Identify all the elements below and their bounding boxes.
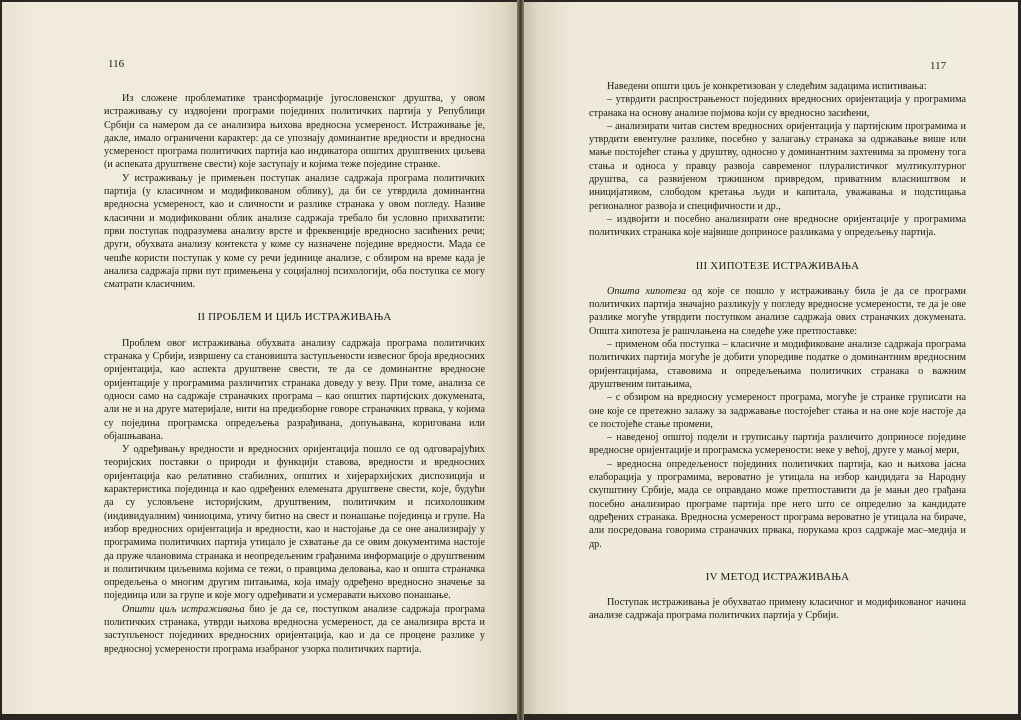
book-gutter	[517, 0, 524, 720]
list-item: – применом оба поступка – класичне и модификоване анализе садржаја програма политичких партија могуће је добити упоредиве податке о доминантним вредносним оријентацијама, ставовима и опредељењима политичких странака о важним друштвеним питањима,	[589, 339, 966, 390]
right-text-column	[589, 80, 966, 623]
paragraph-hypothesis	[589, 285, 966, 338]
paragraph-goal	[104, 603, 485, 656]
section-heading-method: IV МЕТОД ИСТРАЖИВАЊА	[705, 570, 850, 583]
paragraph: У истраживању је примењен поступак анализе садржаја програма политичких партија (у класичном и модификованом облику), да би се утврдила доминантна вредносна усмереност, као и сличности и разлике странака у овом погледу. Називе класични и модификовани облик анализе садржаја требало би условно прихватити: први поступак подразумева анализу врсте и фреквенције вредносно засићених речи; други, обухвата анализу контекста у коме су назначене поједине вредности. Мада се чешће користи поступак у коме су речи јединице анализе, с обзиром на време када је анализа садржаја први пут примењена у социјалној психологији, оба поступка се могу сматрати класичним.	[104, 172, 485, 291]
hypothesis-text: од које се пошло у истраживању била је да се програми политичких партија значајно разликују у погледу вредносне усмерености, те да је ове разлике могуће утврдити поступком анализе садржаја ових страначких докумената. Општа хипотеза је рашчлањена на следеће уже претпоставке:	[589, 285, 966, 337]
list-item: – с обзиром на вредносну усмереност програма, могуће је странке груписати на оне које се претежно залажу за задржавање постојећег стања и на оне које настоје да се постојеће стање промени,	[589, 392, 966, 430]
hypothesis-lead: Општа хипотеза	[607, 285, 687, 297]
goal-lead: Општи циљ истраживања	[122, 603, 245, 615]
list-item: – анализирати читав систем вредносних оријентација у партијским програмима и утврдити евентулне разлике, посебно у залагању странака за одржавање више или мање постојећег стања у друштву, односно у доминантним захтевима за промену тога стања и односа у правцу развоја савременог плуралистичког мултикултурног друштва, са развијеном тржишном привредом, приватним власништвом и иницијативом, слободом кретања људи и капитала, уважавања и подстицања регионалног развоја и специфичности и др.,	[589, 120, 966, 212]
page-number-right: 117	[930, 60, 947, 72]
page-number-left: 116	[108, 58, 125, 70]
left-text-column	[104, 92, 485, 656]
list-item: – наведеној општој подели и груписању партија различито доприносе поједине вредносне оријентације и програмска усмерености: неке у већој, друге у мањој мери,	[589, 432, 966, 457]
goal-text: био је да се, поступком анализе садржаја програма политичких странака, утврди њихова вредносна усмереност, да се анализира врста и заступљеност појединих вредносних оријентација, као и да се процене разлике у вредносној усмерености програма изабраног узорка политичких партија.	[104, 603, 485, 655]
section-heading-problem: II ПРОБЛЕМ И ЦИЉ ИСТРАЖИВАЊА	[197, 311, 392, 324]
paragraph: Из сложене проблематике трансформације југословенског друштва, у овом истраживању су издвојени програми појединих политичких партија у Републици Србији са намером да се анализира њихова вредносна усмереност. Истраживање је, дакле, имало ограничени карактер: да се упознају доминантне вредности и вредносна усмереност програма политичких партија као индикатора општих друштвених циљева (и аспеката друштвене свести) које заступају и којима теже поједине странке.	[104, 93, 485, 171]
list-item: – издвојити и посебно анализирати оне вредносне оријентације у програмима политичких странака које највише доприносе разликама у опредељењу партија.	[589, 213, 966, 239]
left-page	[2, 2, 517, 714]
list-item: – утврдити распрострањеност појединих вредносних оријентација у програмима странака на основу анализе појмова који су вредносно засићени,	[589, 94, 966, 119]
paragraph-intro: Наведени општи циљ је конкретизован у следећим задацима испитивања:	[607, 81, 927, 92]
paragraph-method: Поступак истраживања је обухватао примену класичног и модификованог начина анализе садржаја програма политичких партија у Србији.	[589, 597, 966, 622]
section-heading-hypotheses: III ХИПОТЕЗЕ ИСТРАЖИВАЊА	[695, 259, 860, 272]
list-item: – вредносна опредељеност појединих политичких партија, као и њихова јасна елаборација у програмима, вероватно је утицала на избор кандидата за Народну скупштину Србије, мада се оправдано може претпоставити да је мањи део грађана посебно анализирао програме партија пре него што се определио за кандидате одређених странака. Вредносна усмереност програма вероватно је утицала на бираче, али посредована говорима страначких првака, порукама кроз садржаје мас–медија и др.	[589, 458, 966, 550]
paragraph: Проблем овог истраживања обухвата анализу садржаја програма политичких странака у Србији, извршену са становишта заступљености извесног броја вредносних оријентација, као аспекта друштвене свести, те да се доминантне вредносне оријентације у програмима различитих странака доведу у везу. При томе, анализа се односи само на садржаје страначких програма – као општих партијских докумената, али не и на друге материјале, нити на предизборне говоре страначких првака, у којима су поједина програмска опредељења разрађивана, допуњавана, коригована или објашњавана.	[104, 337, 485, 442]
right-page	[524, 2, 1018, 714]
paragraph: У одређивању вредности и вредносних оријентација пошло се од одговарајућих теоријских поставки о природи и функцији ставова, вредности и вредносних оријентација као релативно стабилних, општих и хијерархијских диспозиција и карактеристика појединца и као одређених елемената друштвене свести, које, будући да су условљене историјским, друштвеним, политичким и психолошким (индивидуалним) чиниоцима, утичу битно на свест и понашање појединца и групе. На избор вредносних оријентација и вредности, као и настојање да се оне анализирају у програмима политичких партија утицало је схватање да се овим документима настоје да пруже члановима странака и неопредељеним грађанима информације о друштвеним и политичким циљевима којима се тежи, о правцима деловања, као и општа страначка опредељења о многим другим питањима, која имају одређено вредносно значење за појединца или за групе и које могу одређивати и усмеравати њихово понашање.	[104, 444, 485, 602]
